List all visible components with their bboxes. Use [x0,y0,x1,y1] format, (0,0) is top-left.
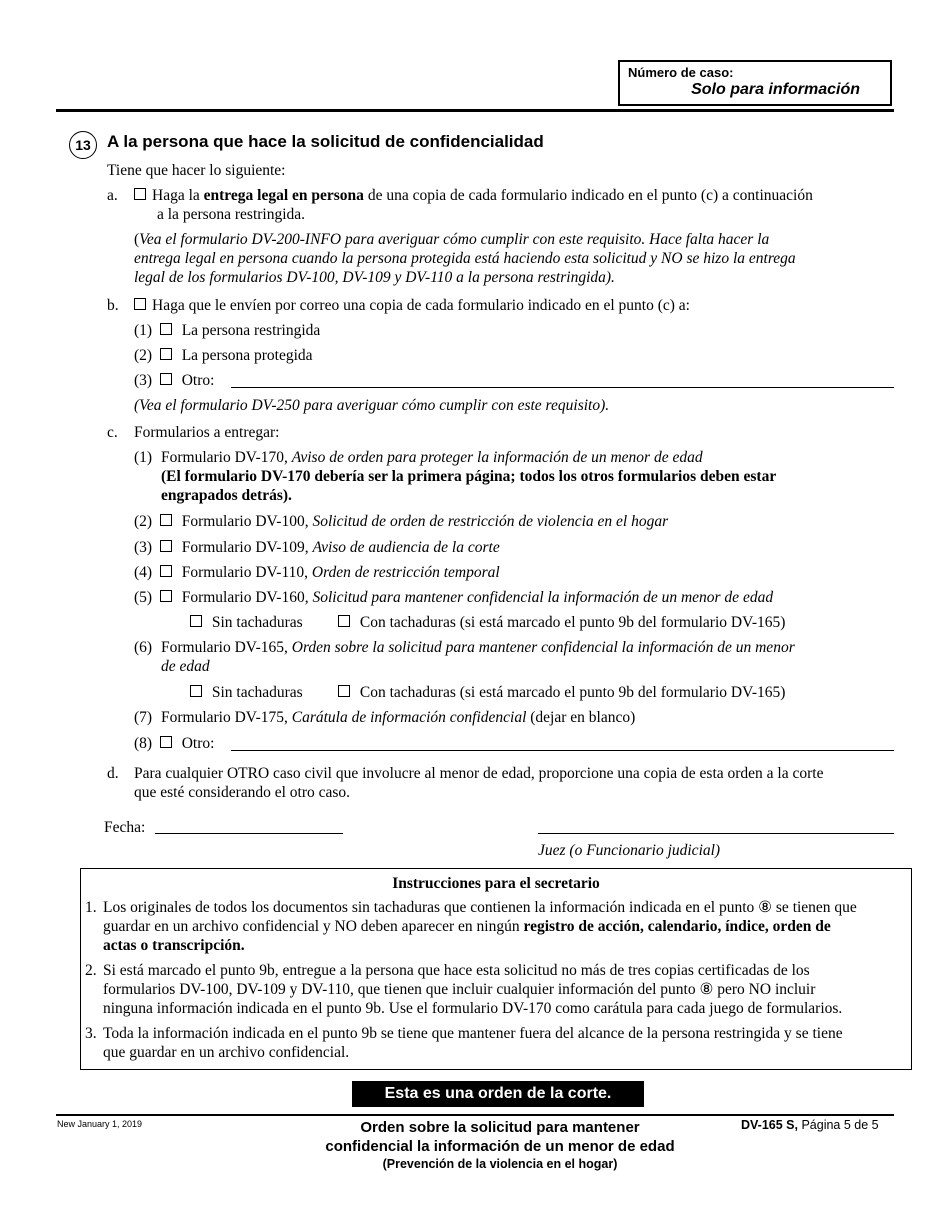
judge-label [538,841,720,860]
item-c-text: Formularios a entregar: [134,424,280,441]
footer-title [300,1118,700,1172]
section-number-badge: 13 [69,131,97,159]
form-5-con-checkbox[interactable] [338,615,350,627]
header-rule [56,109,894,112]
form-3-title: Aviso de audiencia de la corte [312,539,500,556]
clerk-item-2-line1: Si está marcado el punto 9b, entregue a la persona que hace esta solicitud no más de tres copias certificadas de los [103,962,810,979]
form-2-row [134,512,668,531]
form-3-row [134,538,500,557]
form-7-title: Carátula de información confidencial [291,709,527,726]
item-b-option-2 [134,346,313,365]
item-a-note-2 [134,249,796,268]
item-a-checkbox[interactable] [134,188,146,200]
item-b-option-3-label: Otro: [181,372,215,389]
form-1-pre: Formulario DV-170, [161,449,292,466]
date-field[interactable] [155,833,343,834]
form-2-title: Solicitud de orden de restricción de violencia en el hogar [312,513,669,530]
footer-revised-date: New January 1, 2019 [57,1119,143,1129]
form-6-sin-checkbox[interactable] [190,685,202,697]
item-b-option-2-checkbox[interactable] [160,348,172,360]
item-a-row [134,186,813,205]
form-8-num: (8) [134,735,153,752]
case-number-value: Solo para información [691,81,860,98]
item-b-text: Haga que le envíen por correo una copia de cada formulario indicado en el punto (c) a: [152,297,690,314]
item-b-option-2-label: La persona protegida [181,347,313,364]
form-5-con [338,613,785,632]
clerk-item-3-line1: Toda la información indicada en el punto 9b se tiene que mantener fuera del alcance de la persona restringida y se tiene [103,1025,843,1042]
footer-page-info [741,1118,879,1132]
clerk-item-2-line2: formularios DV-100, DV-109 y DV-110, que tienen que incluir cualquier información del punto ⑧ pero NO incluir [103,981,816,998]
form-5-pre: Formulario DV-160, [181,589,313,606]
form-5-checkbox[interactable] [160,590,172,602]
form-1-bold-1 [161,467,776,486]
form-7-row [161,708,635,727]
form-5-con-label: Con tachaduras (si está marcado el punto 9b del formulario DV-165) [359,614,786,631]
form-4-pre: Formulario DV-110, [181,564,312,581]
form-1-num: (1) [134,449,153,466]
clerk-title [81,874,911,893]
form-8-label: Otro: [181,735,215,752]
form-2-num: (2) [134,513,153,530]
form-8-other-field[interactable] [231,750,894,751]
form-4-num: (4) [134,564,153,581]
form-1-bold-2-text: engrapados detrás). [161,487,292,504]
form-6-title-1: Orden sobre la solicitud para mantener confidencial la información de un menor [291,639,795,656]
item-a-text-bold: entrega legal en persona [203,187,364,204]
form-6-title-2: de edad [161,658,210,675]
form-8-row [134,734,214,753]
item-a-note-1 [134,230,769,249]
clerk-item-3-line2: que guardar en un archivo confidencial. [103,1044,350,1061]
clerk-item-1-line2-pre: guardar en un archivo confidencial y NO deben aparecer en ningún [103,918,524,935]
clerk-item-1-line2 [103,917,831,936]
footer-subtitle: (Prevención de la violencia en el hogar) [382,1157,618,1171]
form-1-row [161,448,703,467]
clerk-item-1-line3-bold: actas o transcripción. [103,937,245,954]
item-d-line1: Para cualquier OTRO caso civil que involucre al menor de edad, proporcione una copia de esta orden a la corte [134,765,824,782]
footer-form-id: DV-165 S, [741,1118,798,1132]
form-5-sin [190,613,303,632]
clerk-item-1-line3 [103,936,245,955]
form-6-con-label: Con tachaduras (si está marcado el punto 9b del formulario DV-165) [359,684,786,701]
case-number-box [618,60,892,106]
judge-signature-field[interactable] [538,833,894,834]
case-number-label: Número de caso: [628,65,734,80]
section-title: A la persona que hace la solicitud de confidencialidad [107,132,544,151]
form-2-pre: Formulario DV-100, [181,513,313,530]
form-3-checkbox[interactable] [160,540,172,552]
form-6-pre: Formulario DV-165, [161,639,292,656]
form-3-pre: Formulario DV-109, [181,539,313,556]
clerk-item-3-num: 3. [85,1025,97,1042]
item-b-option-1-num: (1) [134,322,153,339]
footer-title-line2: confidencial la información de un menor de edad [325,1138,675,1155]
form-2-checkbox[interactable] [160,514,172,526]
clerk-item-2-num: 2. [85,962,97,979]
item-b-note [134,396,609,415]
clerk-title-text: Instrucciones para el secretario [392,875,600,892]
form-6-sin [190,683,303,702]
form-7-num: (7) [134,709,153,726]
item-b-other-field[interactable] [231,387,894,388]
form-5-row [134,588,773,607]
item-a-note-1-text: Vea el formulario DV-200-INFO para averiguar cómo cumplir con este requisito. Hace falta hacer la [139,231,770,248]
item-b-checkbox[interactable] [134,298,146,310]
form-4-checkbox[interactable] [160,565,172,577]
item-b-note-text: (Vea el formulario DV-250 para averiguar cómo cumplir con este requisito). [134,397,610,414]
footer-title-line1: Orden sobre la solicitud para mantener [360,1119,640,1136]
item-a-line2: a la persona restringida. [157,206,306,223]
item-a-note-3-text: legal de los formularios DV-100, DV-109 y DV-110 a la persona restringida). [134,269,615,286]
item-b-option-1-checkbox[interactable] [160,323,172,335]
item-a-note-2-text: entrega legal en persona cuando la persona protegida está haciendo esta solicitud y NO se hizo la entrega [134,250,796,267]
form-7-post: (dejar en blanco) [526,709,636,726]
clerk-instructions-box [80,868,912,1070]
footer-rule [56,1114,894,1116]
clerk-item-1-line2-bold: registro de acción, calendario, índice, orden de [523,918,831,935]
item-d-letter: d. [107,765,119,782]
item-a-note-open: ( [134,231,140,248]
item-b-option-3-num: (3) [134,372,153,389]
court-order-banner: Esta es una orden de la corte. [352,1081,644,1107]
form-6-sin-label: Sin tachaduras [211,684,303,701]
form-4-row [134,563,500,582]
section-intro: Tiene que hacer lo siguiente: [107,162,286,179]
form-5-sin-checkbox[interactable] [190,615,202,627]
form-1-bold-1-text: (El formulario DV-170 debería ser la primera página; todos los otros formularios deben estar [161,468,777,485]
form-3-num: (3) [134,539,153,556]
form-5-sin-label: Sin tachaduras [211,614,303,631]
item-b-option-3 [134,371,214,390]
form-6-row [161,638,795,657]
item-a-text-pre: Haga la [152,187,204,204]
item-c-letter: c. [107,424,118,441]
item-d-line2: que esté considerando el otro caso. [134,784,351,801]
form-8-checkbox[interactable] [160,736,172,748]
item-a-text-post: de una copia de cada formulario indicado en el punto (c) a continuación [363,187,813,204]
form-6-con [338,683,785,702]
form-5-title: Solicitud para mantener confidencial la información de un menor de edad [312,589,774,606]
form-6-con-checkbox[interactable] [338,685,350,697]
form-1-bold-2 [161,486,292,505]
form-5-num: (5) [134,589,153,606]
item-b-option-1-label: La persona restringida [181,322,321,339]
form-7-pre: Formulario DV-175, [161,709,292,726]
form-4-title: Orden de restricción temporal [311,564,500,581]
judge-label-text: Juez (o Funcionario judicial) [538,842,721,859]
item-a-letter: a. [107,187,118,204]
item-b-option-3-checkbox[interactable] [160,373,172,385]
item-b-option-2-num: (2) [134,347,153,364]
item-b-letter: b. [107,297,119,314]
item-b-row [134,296,690,315]
form-6-line2 [161,657,210,676]
item-b-option-1 [134,321,320,340]
clerk-item-2-line3: ninguna información indicada en el punto 9b. Use el formulario DV-170 como carátula para cada juego de formularios. [103,1000,843,1017]
clerk-item-1-num: 1. [85,899,97,916]
clerk-item-1-line1: Los originales de todos los documentos sin tachaduras que contienen la información indicada en el punto ⑧ se tienen que [103,899,857,916]
form-6-num: (6) [134,639,153,656]
footer-page-number: Página 5 de 5 [797,1118,879,1132]
date-label: Fecha: [104,819,146,836]
item-a-note-3 [134,268,615,287]
form-1-title: Aviso de orden para proteger la información de un menor de edad [291,449,703,466]
